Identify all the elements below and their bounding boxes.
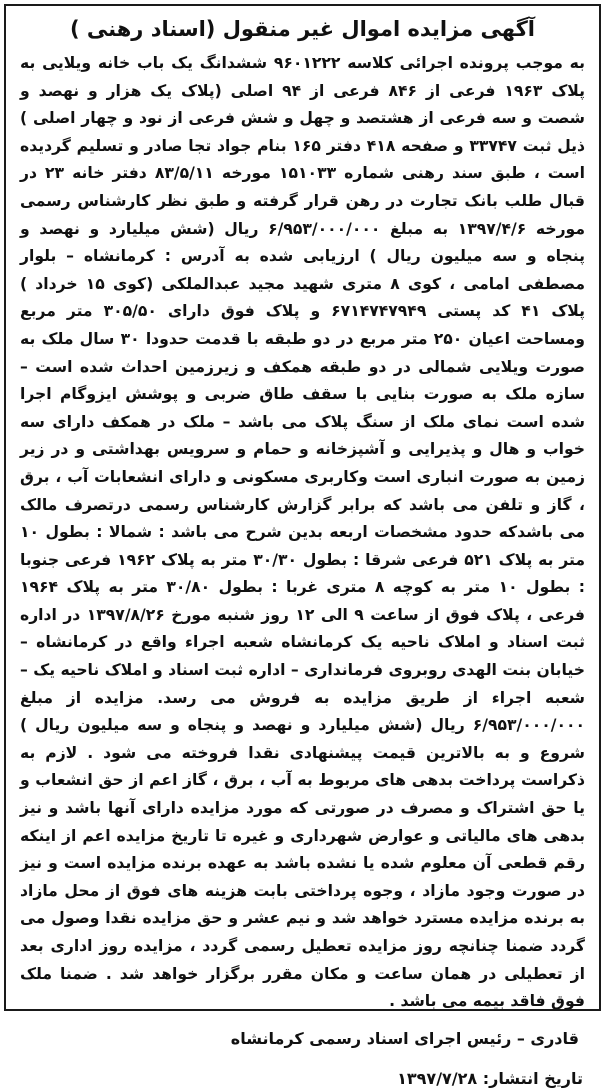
notice-body: به موجب پرونده اجرائی کلاسه ۹۶۰۱۲۲۲ ششدانگ یک باب خانه ویلایی به پلاک ۱۹۶۳ فرعی از ۸۴۶ فرعی از ۹۴ اصلی (پلاک یک هزار و نهصد و شصت و سه فرعی از هشتصد و چهل و شش فرعی از نود و چهار اصلی ) ذیل ثبت ۳۳۷۴۷ و صفحه ۴۱۸ دفتر ۱۶۵ بنام جواد تجا صادر و تسلیم گردیده است ، طبق سند رهنی شماره ۱۵۱۰۳۳ مورخه ۸۳/۵/۱۱ دفتر خانه ۲۳ در قبال طلب بانک تجارت در رهن قرار گرفته و طبق نظر کارشناس رسمی مورخه ۱۳۹۷/۴/۶ به مبلغ ۶/۹۵۳/۰۰۰/۰۰۰ ریال (شش میلیارد و نهصد و پنجاه و سه میلیون ریال ) ارزیابی شده به آدرس : کرمانشاه – بلوار مصطفی امامی ، کوی ۸ متری شهید مجید عبدالملکی (کوی ۱۵ خرداد ) پلاک ۴۱ کد پستی ۶۷۱۴۷۴۷۹۴۹ و پلاک فوق دارای ۳۰۵/۵۰ متر مربع ومساحت اعیان ۲۵۰ متر مربع در دو طبقه با قدمت حدودا ۳۰ سال ملک به صورت ویلایی شمالی در دو طبقه همکف و زیرزمین احداث شده است – سازه ملک به صورت بنایی با سقف طاق ضربی و پوشش ایزوگام اجرا شده است نمای ملک از سنگ پلاک می باشد – ملک در همکف دارای سه خواب و هال و پذیرایی و آشپزخانه و حمام و سرویس بهداشتی و در زیر زمین به صورت انباری است وکاربری مسکونی و دارای انشعابات آب ، برق ، گاز و تلفن می باشد که برابر گزارش کارشناس رسمی درتصرف مالک می باشدکه حدود مشخصات اربعه بدین شرح می باشد : شمالا : بطول ۱۰ متر به پلاک ۵۲۱ فرعی شرقا : بطول ۳۰/۳۰ متر به پلاک ۱۹۶۲ فرعی جنوبا : بطول ۱۰ متر به کوچه ۸ متری غربا : بطول ۳۰/۸۰ متر به پلاک ۱۹۶۴ فرعی ، پلاک فوق از ساعت ۹ الی ۱۲ روز شنبه مورخ ۱۳۹۷/۸/۲۶ در اداره ثبت اسناد و املاک ناحیه یک کرمانشاه شعبه اجراء واقع در کرمانشاه – خیابان بنت الهدی روبروی فرمانداری – اداره ثبت اسناد و املاک ناحیه یک – شعبه اجراء از طریق مزایده به فروش می رسد. مزایده از مبلغ ۶/۹۵۳/۰۰۰/۰۰۰ ریال (شش میلیارد و نهصد و پنجاه و سه میلیون ریال ) شروع و به بالاترین قیمت پیشنهادی نقدا فروخته می شود . لازم به ذکراست پرداخت بدهی های مربوط به آب ، برق ، گاز اعم از حق انشعاب و یا حق اشتراک و مصرف در صورتی که مورد مزایده دارای آنها باشد و نیز بدهی های مالیاتی و عوارض شهرداری و غیره تا تاریخ مزایده اعم از اینکه رقم قطعی آن معلوم شده یا نشده باشد به عهده برنده مزایده است و نیز در صورت وجود مازاد ، وجوه پرداختی بابت هزینه های فوق از محل مازاد به برنده مزایده مسترد خواهد شد و نیم عشر و حق مزایده نقدا وصول می گردد ضمنا چنانچه روز مزایده تعطیل رسمی گردد ، مزایده روز اداری بعد از تعطیلی در همان ساعت و مکان مقرر برگزار خواهد شد . ضمنا ملک فوق فاقد بیمه می باشد . (20, 54, 586, 1011)
legal-notice (4, 4, 601, 1088)
notice-signature: قادری – رئیس اجرای اسناد رسمی کرمانشاه (230, 1028, 579, 1048)
notice-title: آگهی مزایده اموال غیر منقول (اسناد رهنی ) (70, 17, 535, 41)
publish-date: تاریخ انتشار: ۱۳۹۷/۷/۲۸ (397, 1068, 583, 1088)
